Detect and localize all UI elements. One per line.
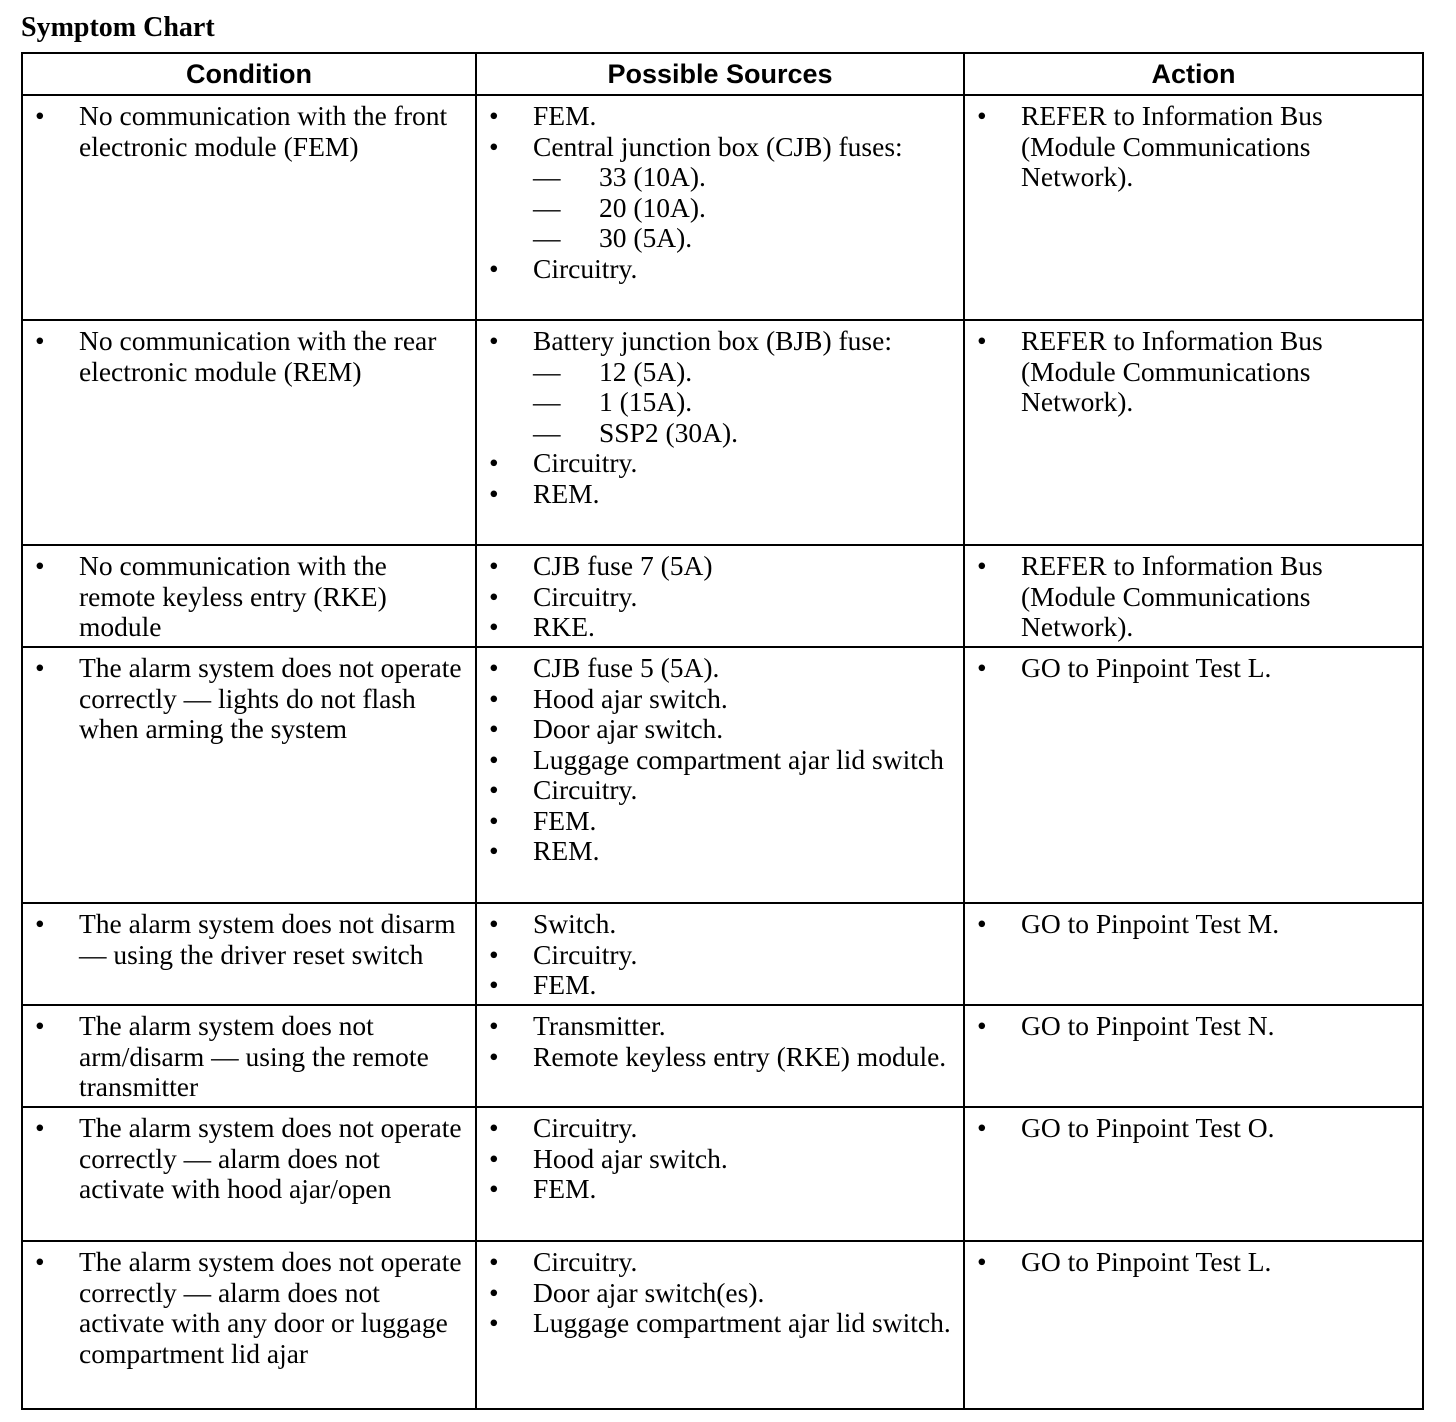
dash-icon: — [533, 191, 561, 223]
condition-item [23, 653, 475, 745]
bullet-icon: • [35, 908, 45, 939]
condition-item [23, 1011, 475, 1103]
bullet-icon: • [489, 774, 499, 805]
action-text: GO to Pinpoint Test L. [1021, 1246, 1272, 1277]
condition-cell [22, 903, 476, 1005]
bullet-icon: • [489, 477, 499, 509]
source-text: Luggage compartment ajar lid switch [533, 743, 944, 775]
action-text: REFER to Information Bus (Module Communications Network). [1021, 100, 1323, 192]
possible-sources-cell [476, 1005, 964, 1107]
fuse-subitem [533, 387, 957, 418]
possible-sources-cell [476, 1241, 964, 1409]
bullet-icon: • [977, 908, 987, 939]
bullet-icon: • [977, 1246, 987, 1277]
possible-sources-cell [476, 903, 964, 1005]
table-row [22, 545, 1423, 647]
source-item [477, 1278, 963, 1309]
bullet-icon: • [489, 580, 499, 612]
source-item [477, 1011, 963, 1042]
condition-cell [22, 320, 476, 545]
source-item [477, 1144, 963, 1175]
column-header-action: Action [964, 53, 1423, 95]
bullet-icon: • [489, 1142, 499, 1174]
action-cell [964, 1005, 1423, 1107]
bullet-icon: • [35, 652, 45, 683]
dash-icon: — [533, 161, 561, 192]
fuse-text: 20 (10A). [599, 191, 706, 223]
source-text: REM. [533, 477, 600, 509]
bullet-icon: • [489, 1112, 499, 1143]
action-cell [964, 320, 1423, 545]
condition-text: No communication with the remote keyless entry (RKE) module [79, 550, 387, 642]
action-item [965, 653, 1422, 684]
condition-text: No communication with the rear electronic module (REM) [79, 325, 437, 387]
column-header-condition: Condition [22, 53, 476, 95]
source-item [477, 1174, 963, 1205]
action-cell [964, 1241, 1423, 1409]
source-item [477, 1113, 963, 1144]
condition-item [23, 326, 475, 387]
source-text: FEM. [533, 100, 597, 131]
source-text: Hood ajar switch. [533, 1142, 728, 1174]
bullet-icon: • [35, 550, 45, 581]
possible-sources-cell [476, 647, 964, 903]
bullet-icon: • [489, 447, 499, 478]
table-header-row [22, 53, 1423, 95]
action-item [965, 326, 1422, 418]
condition-cell [22, 647, 476, 903]
table-row [22, 1241, 1423, 1409]
source-text: FEM. [533, 804, 597, 836]
source-text: Door ajar switch. [533, 713, 724, 744]
action-text: GO to Pinpoint Test L. [1021, 652, 1272, 683]
source-text: Circuitry. [533, 1246, 638, 1277]
source-text: Hood ajar switch. [533, 682, 728, 714]
bullet-icon: • [489, 100, 499, 131]
bullet-icon: • [489, 908, 499, 939]
bullet-icon: • [977, 100, 987, 131]
bullet-icon: • [489, 969, 499, 1000]
source-item [477, 1308, 963, 1339]
bullet-icon: • [35, 1010, 45, 1041]
bullet-icon: • [35, 100, 45, 131]
dash-icon: — [533, 386, 561, 417]
source-text: Switch. [533, 908, 617, 939]
fuse-subitem [533, 357, 957, 388]
source-text: Luggage compartment ajar lid switch. [533, 1307, 951, 1338]
bullet-icon: • [35, 1112, 45, 1143]
symptom-table [21, 52, 1424, 1410]
source-text: Circuitry. [533, 938, 638, 970]
action-cell [964, 95, 1423, 320]
fuse-subitem [533, 193, 957, 224]
fuse-text: SSP2 (30A). [599, 416, 739, 448]
bullet-icon: • [489, 713, 499, 744]
condition-cell [22, 1005, 476, 1107]
bullet-icon: • [489, 1307, 499, 1338]
fuse-subitem [533, 162, 957, 193]
source-text: Transmitter. [533, 1010, 666, 1041]
bullet-icon: • [977, 652, 987, 683]
bullet-icon: • [977, 550, 987, 581]
source-item [477, 1247, 963, 1278]
possible-sources-cell [476, 1107, 964, 1241]
action-item [965, 101, 1422, 193]
action-item [965, 1011, 1422, 1042]
fuse-subitem [533, 223, 957, 254]
source-text: Circuitry. [533, 252, 638, 284]
source-text: CJB fuse 7 (5A) [533, 550, 713, 581]
source-item [477, 326, 963, 448]
source-text: Circuitry. [533, 447, 638, 478]
table-row [22, 320, 1423, 545]
action-cell [964, 647, 1423, 903]
condition-text: The alarm system does not arm/disarm — using the remote transmitter [79, 1010, 429, 1102]
table-row [22, 1107, 1423, 1241]
source-text: Circuitry. [533, 774, 638, 805]
action-cell [964, 903, 1423, 1005]
dash-icon: — [533, 355, 561, 387]
table-row [22, 95, 1423, 320]
source-text: REM. [533, 835, 600, 866]
condition-item [23, 1113, 475, 1205]
condition-item [23, 1247, 475, 1369]
table-row [22, 903, 1423, 1005]
bullet-icon: • [489, 835, 499, 866]
source-text: FEM. [533, 1173, 597, 1204]
source-item [477, 132, 963, 254]
source-text: Door ajar switch(es). [533, 1276, 765, 1308]
condition-text: The alarm system does not disarm — using the driver reset switch [79, 908, 456, 970]
action-cell [964, 545, 1423, 647]
possible-sources-cell [476, 320, 964, 545]
bullet-icon: • [35, 325, 45, 356]
bullet-icon: • [489, 325, 499, 356]
bullet-icon: • [489, 1010, 499, 1041]
bullet-icon: • [489, 1246, 499, 1277]
action-text: GO to Pinpoint Test M. [1021, 908, 1280, 939]
source-text: CJB fuse 5 (5A). [533, 652, 720, 683]
source-item [477, 745, 963, 776]
fuse-subitem [533, 418, 957, 449]
bullet-icon: • [489, 1276, 499, 1308]
bullet-icon: • [489, 550, 499, 581]
source-item [477, 1042, 963, 1073]
source-item [477, 612, 963, 643]
dash-icon: — [533, 222, 561, 253]
bullet-icon: • [489, 1173, 499, 1204]
action-item [965, 909, 1422, 940]
source-item [477, 806, 963, 837]
source-text: Central junction box (CJB) fuses: [533, 130, 903, 162]
source-item [477, 775, 963, 806]
source-text: Circuitry. [533, 580, 638, 612]
action-item [965, 551, 1422, 643]
source-text: FEM. [533, 969, 597, 1000]
table-body [22, 95, 1423, 1409]
possible-sources-cell [476, 545, 964, 647]
possible-sources-cell [476, 95, 964, 320]
bullet-icon: • [489, 1040, 499, 1072]
action-item [965, 1113, 1422, 1144]
bullet-icon: • [977, 325, 987, 356]
source-item [477, 836, 963, 867]
source-item [477, 448, 963, 479]
source-item [477, 254, 963, 285]
action-item [965, 1247, 1422, 1278]
condition-cell [22, 545, 476, 647]
bullet-icon: • [489, 652, 499, 683]
bullet-icon: • [489, 130, 499, 162]
source-text: Circuitry. [533, 1112, 638, 1143]
source-text: RKE. [533, 611, 595, 642]
table-row [22, 647, 1423, 903]
action-text: GO to Pinpoint Test N. [1021, 1010, 1275, 1041]
source-item [477, 714, 963, 745]
source-item [477, 653, 963, 684]
action-text: GO to Pinpoint Test O. [1021, 1112, 1275, 1143]
column-header-possible-sources: Possible Sources [476, 53, 964, 95]
source-item [477, 582, 963, 613]
source-text: Battery junction box (BJB) fuse: [533, 325, 892, 356]
condition-cell [22, 1241, 476, 1409]
action-text: REFER to Information Bus (Module Communications Network). [1021, 550, 1323, 642]
dash-icon: — [533, 416, 561, 448]
bullet-icon: • [977, 1112, 987, 1143]
condition-text: The alarm system does not operate correctly — lights do not flash when arming the system [79, 652, 462, 744]
condition-text: The alarm system does not operate correctly — alarm does not activate with hood ajar/open [79, 1112, 462, 1204]
fuse-text: 1 (15A). [599, 386, 693, 417]
fuse-text: 30 (5A). [599, 222, 693, 253]
source-text: Remote keyless entry (RKE) module. [533, 1040, 947, 1072]
fuse-text: 33 (10A). [599, 161, 706, 192]
bullet-icon: • [35, 1246, 45, 1277]
page-title: Symptom Chart [21, 12, 215, 43]
condition-text: The alarm system does not operate correctly — alarm does not activate with any door or luggage compartment lid ajar [79, 1246, 462, 1369]
bullet-icon: • [977, 1010, 987, 1041]
condition-cell [22, 1107, 476, 1241]
source-item [477, 970, 963, 1001]
bullet-icon: • [489, 682, 499, 714]
condition-cell [22, 95, 476, 320]
source-item [477, 684, 963, 715]
condition-text: No communication with the front electronic module (FEM) [79, 100, 448, 162]
bullet-icon: • [489, 938, 499, 970]
source-item [477, 940, 963, 971]
condition-item [23, 551, 475, 643]
action-cell [964, 1107, 1423, 1241]
action-text: REFER to Information Bus (Module Communications Network). [1021, 325, 1323, 417]
bullet-icon: • [489, 804, 499, 836]
condition-item [23, 909, 475, 970]
bullet-icon: • [489, 252, 499, 284]
source-item [477, 101, 963, 132]
fuse-text: 12 (5A). [599, 355, 693, 387]
source-item [477, 551, 963, 582]
condition-item [23, 101, 475, 162]
table-row [22, 1005, 1423, 1107]
bullet-icon: • [489, 743, 499, 775]
source-item [477, 909, 963, 940]
source-item [477, 479, 963, 510]
bullet-icon: • [489, 611, 499, 642]
